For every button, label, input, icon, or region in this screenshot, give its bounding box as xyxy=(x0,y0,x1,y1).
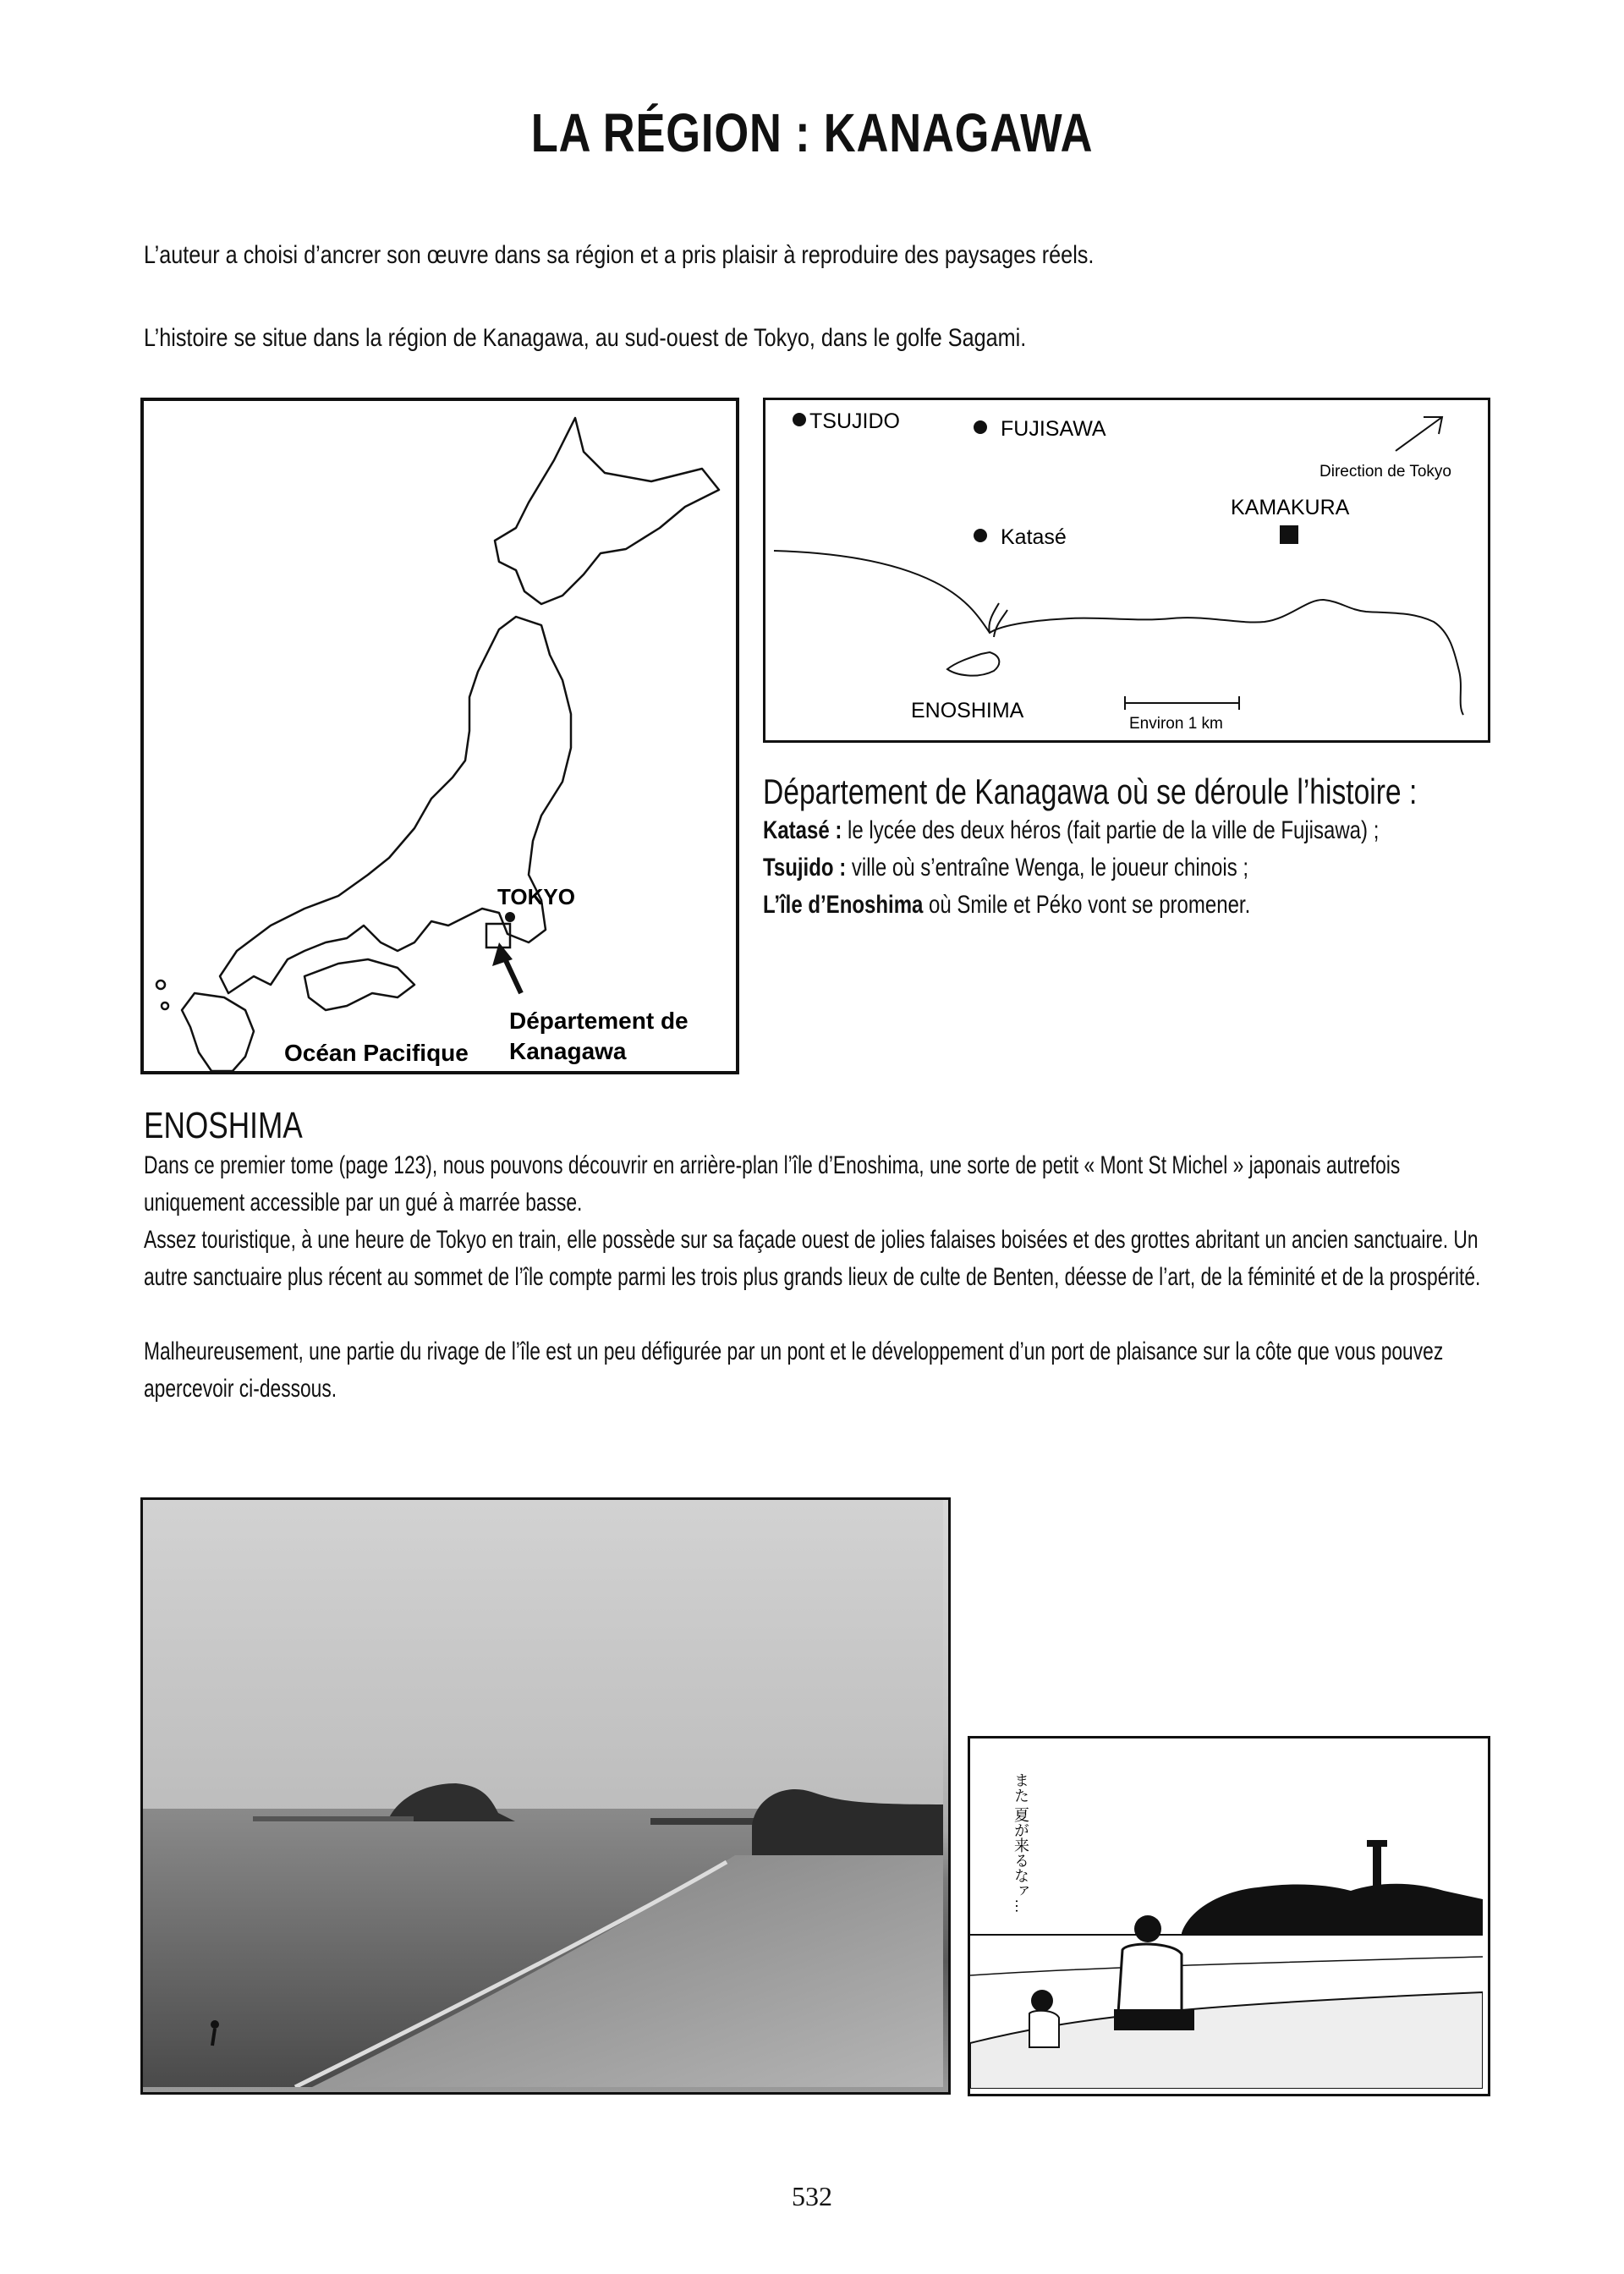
legend-item-katase xyxy=(763,812,1380,849)
intro-paragraph-2: L’histoire se situe dans la région de Kanagawa, au sud-ouest de Tokyo, dans le golfe Sagami. xyxy=(144,324,1027,352)
kanagawa-map xyxy=(763,398,1490,743)
kyushu-shape xyxy=(182,993,254,1071)
legend-term: L’île d’Enoshima xyxy=(763,891,924,919)
enoshima-paragraph-3: Malheureusement, une partie du rivage de l’île est un peu défigurée par un pont et le développement d’un port de plaisance sur la côte que vous pouvez apercevoir ci-dessous. xyxy=(144,1337,1444,1403)
child-head xyxy=(1031,1990,1053,2012)
legend-text: le lycée des deux héros (fait partie de la ville de Fujisawa) ; xyxy=(842,816,1380,844)
department-label-1: Département de xyxy=(509,1008,689,1034)
shikoku-shape xyxy=(304,959,414,1010)
hokkaido-shape xyxy=(495,418,719,604)
kamakura-square xyxy=(1280,525,1298,544)
man-head xyxy=(1134,1915,1161,1942)
map-legend xyxy=(763,772,1524,924)
page-number: 532 xyxy=(792,2181,832,2211)
enoshima-beach-photo xyxy=(140,1497,951,2095)
japan-map xyxy=(140,398,739,1074)
coastline xyxy=(774,551,1463,715)
honshu-shape xyxy=(220,617,571,993)
legend-text: où Smile et Péko vont se promener. xyxy=(923,891,1251,919)
section-heading-enoshima: ENOSHIMA xyxy=(144,1105,303,1146)
legend-term: Katasé : xyxy=(763,816,842,844)
enoshima-label: ENOSHIMA xyxy=(911,699,1024,722)
fujisawa-label: FUJISAWA xyxy=(1001,417,1106,441)
manga-panel xyxy=(968,1736,1490,2096)
runner-figure xyxy=(211,2020,219,2029)
kanagawa-square xyxy=(486,924,510,948)
department-label-2: Kanagawa xyxy=(509,1038,627,1064)
tokyo-dot xyxy=(505,912,515,922)
japan-outline xyxy=(144,401,736,1071)
enoshima-paragraph-2: Assez touristique, à une heure de Tokyo en train, elle possède sur sa façade ouest de jolies falaises boisées et des grottes abritant un ancien sanctuaire. Un autre sanctuaire plus récent au sommet de l’île compte parmi les trois plus grands lieux de culte de Benten, déesse de l’art, de la féminité et de la prospérité. xyxy=(144,1226,1481,1291)
katase-dot xyxy=(974,529,987,542)
tsujido-label: TSUJIDO xyxy=(809,409,900,433)
direction-arrow xyxy=(1396,417,1442,451)
manga-caption: また 夏が来るなァ… xyxy=(1012,1772,1029,1914)
man-body xyxy=(1118,1944,1182,2013)
scale-label: Environ 1 km xyxy=(1129,715,1223,733)
legend-item-enoshima xyxy=(763,887,1372,924)
intro-paragraph-1: L’auteur a choisi d’ancrer son œuvre dans sa région et a pris plaisir à reproduire des paysages réels. xyxy=(144,241,1095,269)
legend-term: Tsujido : xyxy=(763,854,847,882)
fujisawa-dot xyxy=(974,420,987,434)
tokyo-label: TOKYO xyxy=(497,884,575,909)
kamakura-label: KAMAKURA xyxy=(1231,496,1350,519)
legend-item-tsujido xyxy=(763,849,1372,887)
enoshima-paragraph-1: Dans ce premier tome (page 123), nous pouvons découvrir en arrière-plan l’île d’Enoshima, une sorte de petit « Mont St Michel » japonais autrefois uniquement accessible par un gué à marrée basse. xyxy=(144,1151,1401,1217)
tsujido-dot xyxy=(793,413,806,426)
legend-text: ville où s’entraîne Wenga, le joueur chinois ; xyxy=(846,854,1249,882)
coastline-map xyxy=(765,400,1488,740)
katase-label: Katasé xyxy=(1001,525,1067,549)
page-title: LA RÉGION : KANAGAWA xyxy=(530,102,1094,163)
ocean-label: Océan Pacifique xyxy=(284,1040,469,1066)
direction-label: Direction de Tokyo xyxy=(1320,463,1451,481)
child-body xyxy=(1029,2011,1059,2047)
legend-title: Département de Kanagawa où se déroule l’histoire : xyxy=(763,772,1418,811)
enoshima-body xyxy=(144,1147,1481,1408)
enoshima-island xyxy=(947,652,999,676)
